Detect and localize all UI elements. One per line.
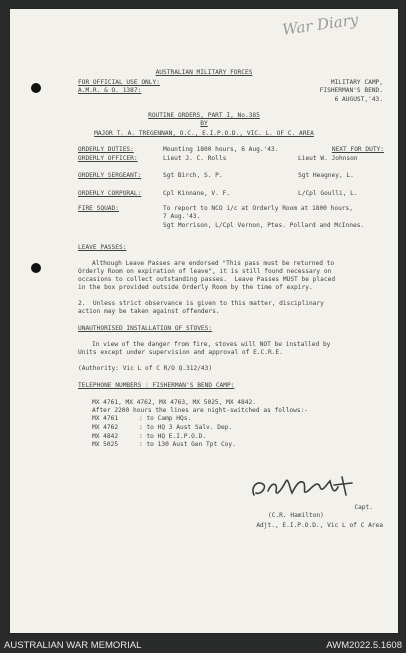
telephone-row-destination: : to Camp HQs. <box>139 415 192 422</box>
orderly-sergeant-value: Sgt Birch, S. P. <box>163 172 223 179</box>
official-use-label: FOR OFFICIAL USE ONLY: <box>78 79 160 86</box>
telephone-row-number: MX 5025 <box>92 441 119 448</box>
orderly-officer-next: Lieut W. Johnson <box>298 155 358 162</box>
telephone-heading: TELEPHONE NUMBERS : FISHERMAN'S BEND CAMP: <box>78 382 235 389</box>
document-date: 6 AUGUST,'43. <box>334 96 383 103</box>
leave-passes-heading: LEAVE PASSES: <box>78 244 127 251</box>
signatory-name: (C.R. Hamilton) <box>268 512 324 519</box>
orders-issuer: MAJOR T. A. TREGENNAN, O.C., E.I.P.O.D., VIC. L. OF C. AREA <box>94 130 314 137</box>
orderly-duties-value: Mounting 1800 hours, 6 Aug.'43. <box>163 146 279 153</box>
camp-name: MILITARY CAMP, <box>330 79 383 86</box>
stoves-text: In view of the danger from fire, stoves will NOT be installed by <box>92 341 331 348</box>
leave-text: in the box provided outside Orderly Room by the time of expiry. <box>78 284 313 291</box>
fire-squad-line-2: 7 Aug.'43. <box>163 213 201 220</box>
telephone-row-destination: : to HQ E.I.P.O.D. <box>139 433 207 440</box>
telephone-row-number: MX 4761 <box>92 415 119 422</box>
telephone-row-destination: : to 130 Aust Gen Tpt Coy. <box>139 441 236 448</box>
leave-text: 2. Unless strict observance is given to this matter, disciplinary <box>78 300 324 307</box>
orderly-corporal-value: Cpl Kinnane, V. F. <box>163 190 231 197</box>
orderly-sergeant-label: ORDERLY SERGEANT: <box>78 172 142 179</box>
fire-squad-line-1: To report to NCO i/c at Orderly Room at 1800 hours, <box>163 205 353 212</box>
stoves-text: Units except under supervision and approval of E.C.R.E. <box>78 349 283 356</box>
next-for-duty-label: NEXT FOR DUTY: <box>331 146 384 153</box>
document-title: AUSTRALIAN MILITARY FORCES <box>155 69 253 76</box>
telephone-row-destination: : to HQ 3 Aust Salv. Dep. <box>139 424 233 431</box>
archive-footer <box>0 636 406 653</box>
telephone-row-number: MX 4762 <box>92 424 119 431</box>
fire-squad-label: FIRE SQUAD: <box>78 205 119 212</box>
stoves-authority: (Authority: Vic L of C R/O Q.312/43) <box>78 365 213 372</box>
leave-text: occasions to collect outstanding passes. Leave Passes MUST be placed <box>78 276 336 283</box>
telephone-numbers: MX 4761, MX 4762, MX 4763, MX 5025, MX 4842. <box>92 399 256 406</box>
camp-location: FISHERMAN'S BEND. <box>319 87 383 94</box>
handwritten-signature <box>246 467 358 505</box>
war-diary-annotation: War Diary <box>281 10 360 39</box>
leave-text: Although Leave Passes are endorsed "This pass must be returned to <box>92 260 335 267</box>
archive-reference: AWM2022.5.1608 <box>326 640 402 651</box>
document-page <box>10 9 398 633</box>
orderly-officer-value: Lieut J. C. Rolls <box>163 155 227 162</box>
signatory-title: Adjt., E.I.P.O.D., Vic L of C Area <box>256 522 383 529</box>
orderly-officer-label: ORDERLY OFFICER: <box>78 155 138 162</box>
telephone-after-hours: After 2200 hours the lines are night-switched as follows:- <box>92 407 309 414</box>
leave-text: Orderly Room on expiration of leave", it is still found necessary on <box>78 268 332 275</box>
telephone-row-number: MX 4842 <box>92 433 119 440</box>
orders-title: ROUTINE ORDERS, PART I, No.385 <box>148 112 260 119</box>
punch-hole-icon <box>31 83 41 93</box>
archive-name: AUSTRALIAN WAR MEMORIAL <box>4 640 142 651</box>
amr-reference: A.M.R. & O. 1387: <box>78 87 142 94</box>
orderly-corporal-label: ORDERLY CORPORAL: <box>78 190 142 197</box>
stoves-heading: UNAUTHORISED INSTALLATION OF STOVES: <box>78 325 213 332</box>
leave-text: action may be taken against offenders. <box>78 308 220 315</box>
orderly-duties-label: ORDERLY DUTIES: <box>78 146 134 153</box>
punch-hole-icon <box>31 263 41 273</box>
orderly-sergeant-next: Sgt Heagney, L. <box>298 172 354 179</box>
orderly-corporal-next: L/Cpl Goulli, L. <box>298 190 358 197</box>
fire-squad-line-3: Sgt Morrison, L/Cpl Vernon, Ptes. Pollard and McInnes. <box>163 222 365 229</box>
signatory-rank: Capt. <box>354 504 373 511</box>
orders-by: BY <box>200 120 208 127</box>
